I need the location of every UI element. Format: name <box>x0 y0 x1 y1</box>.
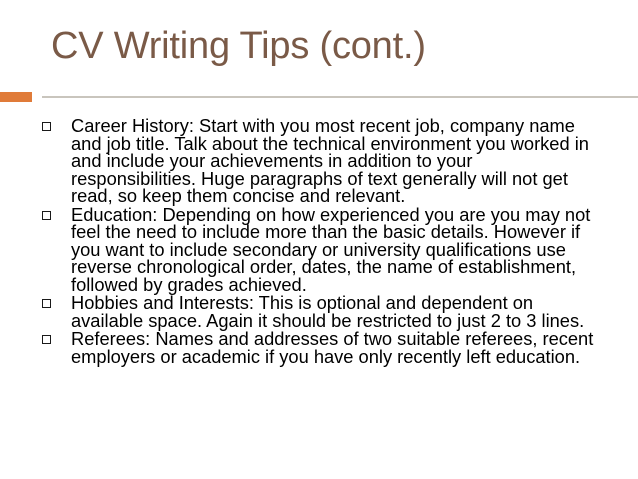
bullet-referees <box>40 330 600 365</box>
square-bullet-icon <box>42 211 51 220</box>
bullet-text: Hobbies and Interests: This is optional and dependent on available space. Again it should be restricted to just 2 to 3 lines. <box>71 292 585 331</box>
title-accent-bar <box>0 92 32 102</box>
slide-title: CV Writing Tips (cont.) <box>51 25 426 67</box>
square-bullet-icon <box>42 122 51 131</box>
bullet-text: Career History: Start with you most recent job, company name and job title. Talk about the technical environment you worked in and include your achievements in addition to your responsibilities. Huge paragraphs of text generally will not get read, so keep them concise and relevant. <box>71 115 589 206</box>
bullet-text: Referees: Names and addresses of two suitable referees, recent employers or academic if you have only recently left education. <box>71 328 594 367</box>
bullet-career-history <box>40 117 600 205</box>
square-bullet-icon <box>42 299 51 308</box>
bullet-list <box>40 117 600 366</box>
bullet-text: Education: Depending on how experienced you are you may not feel the need to include more than the basic details. However if you want to include secondary or university qualifications use reverse chronological order, dates, the name of establishment, followed by grades achieved. <box>71 203 591 295</box>
title-divider <box>42 96 638 98</box>
bullet-hobbies-interests <box>40 294 600 329</box>
square-bullet-icon <box>42 335 51 344</box>
bullet-education <box>40 203 600 295</box>
